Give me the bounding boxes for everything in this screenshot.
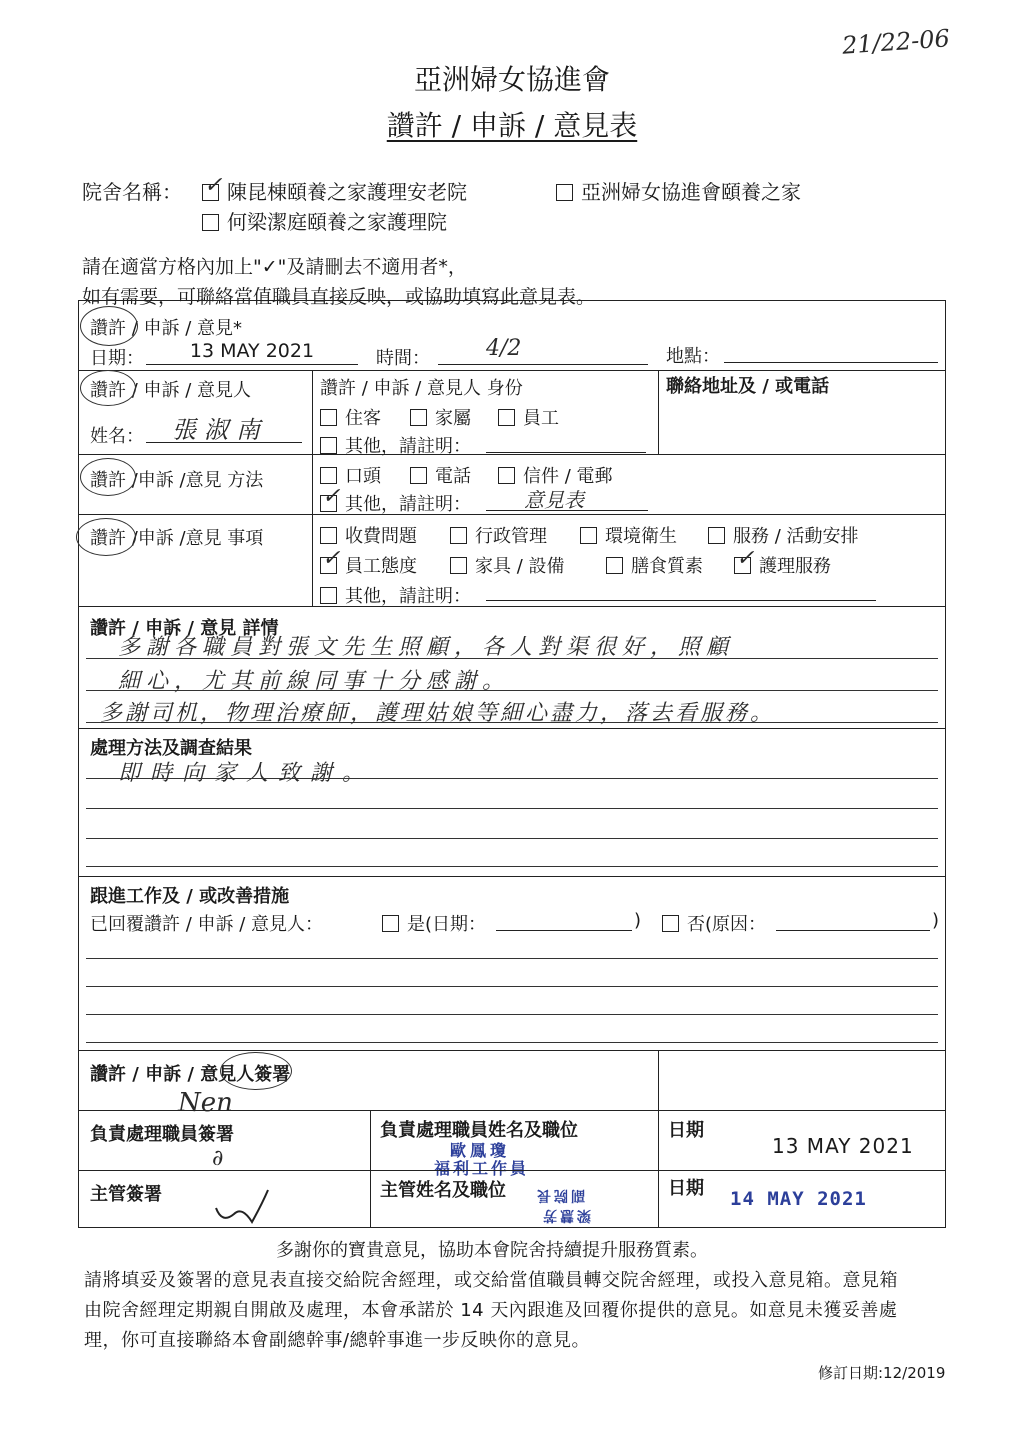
staff-name-label: 負責處理職員姓名及職位 xyxy=(380,1120,578,1141)
supervisor-title-stamp: 梁慧芳 xyxy=(540,1207,591,1223)
reference-number: 21/22-06 xyxy=(841,24,951,60)
method-other-field[interactable] xyxy=(486,488,648,511)
staff-name-stamp: 歐鳳瓊 xyxy=(450,1141,511,1160)
identity-option-staff[interactable] xyxy=(498,404,559,430)
thanks-text: 多謝你的寶貴意見，協助本會院舍持續提升服務質素。 xyxy=(276,1240,708,1261)
name-field[interactable] xyxy=(146,412,302,443)
identity-option-resident[interactable] xyxy=(320,404,381,430)
matter-nursing[interactable] xyxy=(734,546,831,578)
name-label: 姓名： xyxy=(90,426,144,447)
option-label: 信件 / 電郵 xyxy=(523,466,613,487)
staff-signature-label: 負責處理職員簽署 xyxy=(90,1124,234,1145)
option-label: 電話 xyxy=(435,466,471,487)
checkbox[interactable] xyxy=(202,173,223,201)
matter-admin[interactable] xyxy=(450,522,547,548)
selection-circle xyxy=(80,370,136,406)
checkbox[interactable] xyxy=(498,409,515,426)
replied-yes-date-field[interactable] xyxy=(496,908,632,931)
instruction-line-1: 請在適當方格內加上"✓"及請刪去不適用者*， xyxy=(82,256,467,278)
supervisor-name-stamp: 副院長 xyxy=(534,1187,585,1203)
location-label: 地點： xyxy=(666,346,720,367)
selection-circle xyxy=(76,518,136,556)
checkbox[interactable] xyxy=(320,546,341,574)
details-line-1: 多謝各職員對張文先生照顧，各人對渠很好，照顧 xyxy=(118,635,735,660)
replied-no-reason-field[interactable] xyxy=(776,908,930,931)
institution-option-2[interactable] xyxy=(556,176,801,205)
checkbox[interactable] xyxy=(556,184,573,201)
option-label: 亞洲婦女協進會頤養之家 xyxy=(581,180,801,204)
replied-label: 已回覆讚許 / 申訴 / 意見人： xyxy=(90,914,324,935)
institution-label: 院舍名稱： xyxy=(82,180,182,204)
option-label: 其他，請註明： xyxy=(345,586,471,607)
option-label: 員工 xyxy=(523,408,559,429)
supervisor-date-label: 日期 xyxy=(668,1178,704,1199)
matter-service[interactable] xyxy=(708,522,859,548)
contact-label: 聯絡地址及 / 或電話 xyxy=(666,376,830,397)
person-label: 讚許 / 申訴 / 意見人 xyxy=(90,380,252,401)
identity-other-field[interactable] xyxy=(486,432,646,453)
matter-fees[interactable] xyxy=(320,522,417,548)
details-label: 讚許 / 申訴 / 意見 詳情 xyxy=(90,618,279,639)
checkbox[interactable] xyxy=(580,527,597,544)
option-label: 員工態度 xyxy=(345,556,417,577)
checkbox[interactable] xyxy=(320,484,341,512)
time-value: 4/2 xyxy=(486,336,522,361)
checkbox[interactable] xyxy=(498,467,515,484)
selection-circle xyxy=(220,1052,292,1090)
close-paren: ) xyxy=(634,910,642,931)
handling-line-1: 即時向家人致謝。 xyxy=(118,761,375,786)
staff-date: 13 MAY 2021 xyxy=(772,1134,914,1158)
matters-label: 讚許 /申訴 /意見 事項 xyxy=(90,528,264,549)
form-title: 讚許 / 申訴 / 意見表 xyxy=(386,109,638,142)
supervisor-signature xyxy=(212,1184,282,1234)
option-label: 環境衛生 xyxy=(605,526,677,547)
footer-line-1: 請將填妥及簽署的意見表直接交給院舍經理，或交給當值職員轉交院舍經理，或投入意見箱。意見箱 xyxy=(84,1270,898,1291)
option-label: 否(原因： xyxy=(687,914,767,935)
method-label: 讚許 /申訴 /意見 方法 xyxy=(90,470,264,491)
selection-circle xyxy=(80,306,138,346)
staff-signature: ∂ xyxy=(212,1146,224,1171)
checkbox[interactable] xyxy=(320,527,337,544)
checkbox[interactable] xyxy=(320,587,337,604)
checkbox[interactable] xyxy=(382,915,399,932)
identity-label: 讚許 / 申訴 / 意見人 身份 xyxy=(320,378,523,399)
identity-option-family[interactable] xyxy=(410,404,471,430)
time-label: 時間： xyxy=(376,348,430,369)
option-label: 家屬 xyxy=(435,408,471,429)
matter-staff-attitude[interactable] xyxy=(320,546,417,578)
check-mark-icon: ✓ xyxy=(736,546,755,571)
option-label: 何梁潔庭頤養之家護理院 xyxy=(227,210,447,234)
location-field[interactable] xyxy=(724,340,938,363)
method-option-phone[interactable] xyxy=(410,462,471,488)
footer-line-2: 由院舍經理定期親自開啟及處理，本會承諾於 14 天內跟進及回覆你提供的意見。如意見未獲妥善處 xyxy=(84,1300,898,1321)
checkbox[interactable] xyxy=(320,437,337,454)
checkbox[interactable] xyxy=(410,467,427,484)
close-paren: ) xyxy=(932,910,940,931)
option-label: 陳昆棟頤養之家護理安老院 xyxy=(227,180,467,204)
checkbox[interactable] xyxy=(708,527,725,544)
complainant-signature: Nen xyxy=(178,1088,233,1118)
matter-meals[interactable] xyxy=(606,552,703,578)
checkbox[interactable] xyxy=(320,467,337,484)
check-mark-icon: ✓ xyxy=(322,484,341,509)
institution-option-1[interactable] xyxy=(202,173,467,205)
name-value: 張淑南 xyxy=(172,416,268,444)
option-label: 膳食質素 xyxy=(631,556,703,577)
followup-label: 跟進工作及 / 或改善措施 xyxy=(90,886,290,907)
details-line-3: 多謝司机，物理治療師，護理姑娘等細心盡力，落去看服務。 xyxy=(100,701,776,726)
staff-title-stamp: 福利工作員 xyxy=(434,1159,530,1178)
instruction-line-2: 如有需要，可聯絡當值職員直接反映，或協助填寫此意見表。 xyxy=(82,286,596,308)
checkbox[interactable] xyxy=(450,527,467,544)
option-label: 口頭 xyxy=(345,466,381,487)
option-label: 收費問題 xyxy=(345,526,417,547)
matter-other-field[interactable] xyxy=(486,580,876,601)
method-option-other[interactable] xyxy=(320,484,471,516)
complainant-signature-label: 讚許 / 申訴 / 意見人簽署 xyxy=(90,1064,291,1085)
matter-furniture[interactable] xyxy=(450,552,565,578)
details-line-2: 細心，尤其前線同事十分感謝。 xyxy=(118,669,511,694)
option-label: 其他，請註明： xyxy=(345,494,471,515)
organization-name: 亞洲婦女協進會 xyxy=(413,63,610,96)
checkbox[interactable] xyxy=(450,557,467,574)
revision-date: 修訂日期:12/2019 xyxy=(818,1364,946,1382)
method-other-value: 意見表 xyxy=(524,488,584,512)
checkbox[interactable] xyxy=(410,409,427,426)
institution-option-3[interactable] xyxy=(202,206,447,235)
date-field[interactable] xyxy=(146,340,358,365)
option-label: 家具 / 設備 xyxy=(475,556,565,577)
replied-no[interactable] xyxy=(662,910,766,936)
handling-label: 處理方法及調查結果 xyxy=(90,738,252,759)
replied-yes[interactable] xyxy=(382,910,486,936)
matter-hygiene[interactable] xyxy=(580,522,677,548)
checkbox[interactable] xyxy=(320,409,337,426)
date-label: 日期： xyxy=(90,348,144,369)
matter-other[interactable] xyxy=(320,582,471,608)
supervisor-name-label: 主管姓名及職位 xyxy=(380,1180,506,1201)
checkbox[interactable] xyxy=(734,546,755,574)
option-label: 是(日期： xyxy=(407,914,487,935)
option-label: 其他，請註明： xyxy=(345,436,471,457)
supervisor-signature-label: 主管簽署 xyxy=(90,1184,162,1205)
time-field[interactable] xyxy=(438,336,648,365)
check-mark-icon: ✓ xyxy=(204,173,223,198)
checkbox[interactable] xyxy=(202,214,219,231)
checkbox[interactable] xyxy=(606,557,623,574)
check-mark-icon: ✓ xyxy=(322,546,341,571)
option-label: 行政管理 xyxy=(475,526,547,547)
staff-date-label: 日期 xyxy=(668,1120,704,1141)
type-label: 讚許 / 申訴 / 意見* xyxy=(90,318,243,339)
footer-line-3: 理，你可直接聯絡本會副總幹事/總幹事進一步反映你的意見。 xyxy=(84,1330,591,1351)
option-label: 住客 xyxy=(345,408,381,429)
supervisor-date: 14 MAY 2021 xyxy=(730,1188,867,1210)
selection-circle xyxy=(80,458,136,496)
option-label: 護理服務 xyxy=(759,556,831,577)
checkbox[interactable] xyxy=(662,915,679,932)
date-value: 13 MAY 2021 xyxy=(189,340,315,362)
option-label: 服務 / 活動安排 xyxy=(733,526,859,547)
